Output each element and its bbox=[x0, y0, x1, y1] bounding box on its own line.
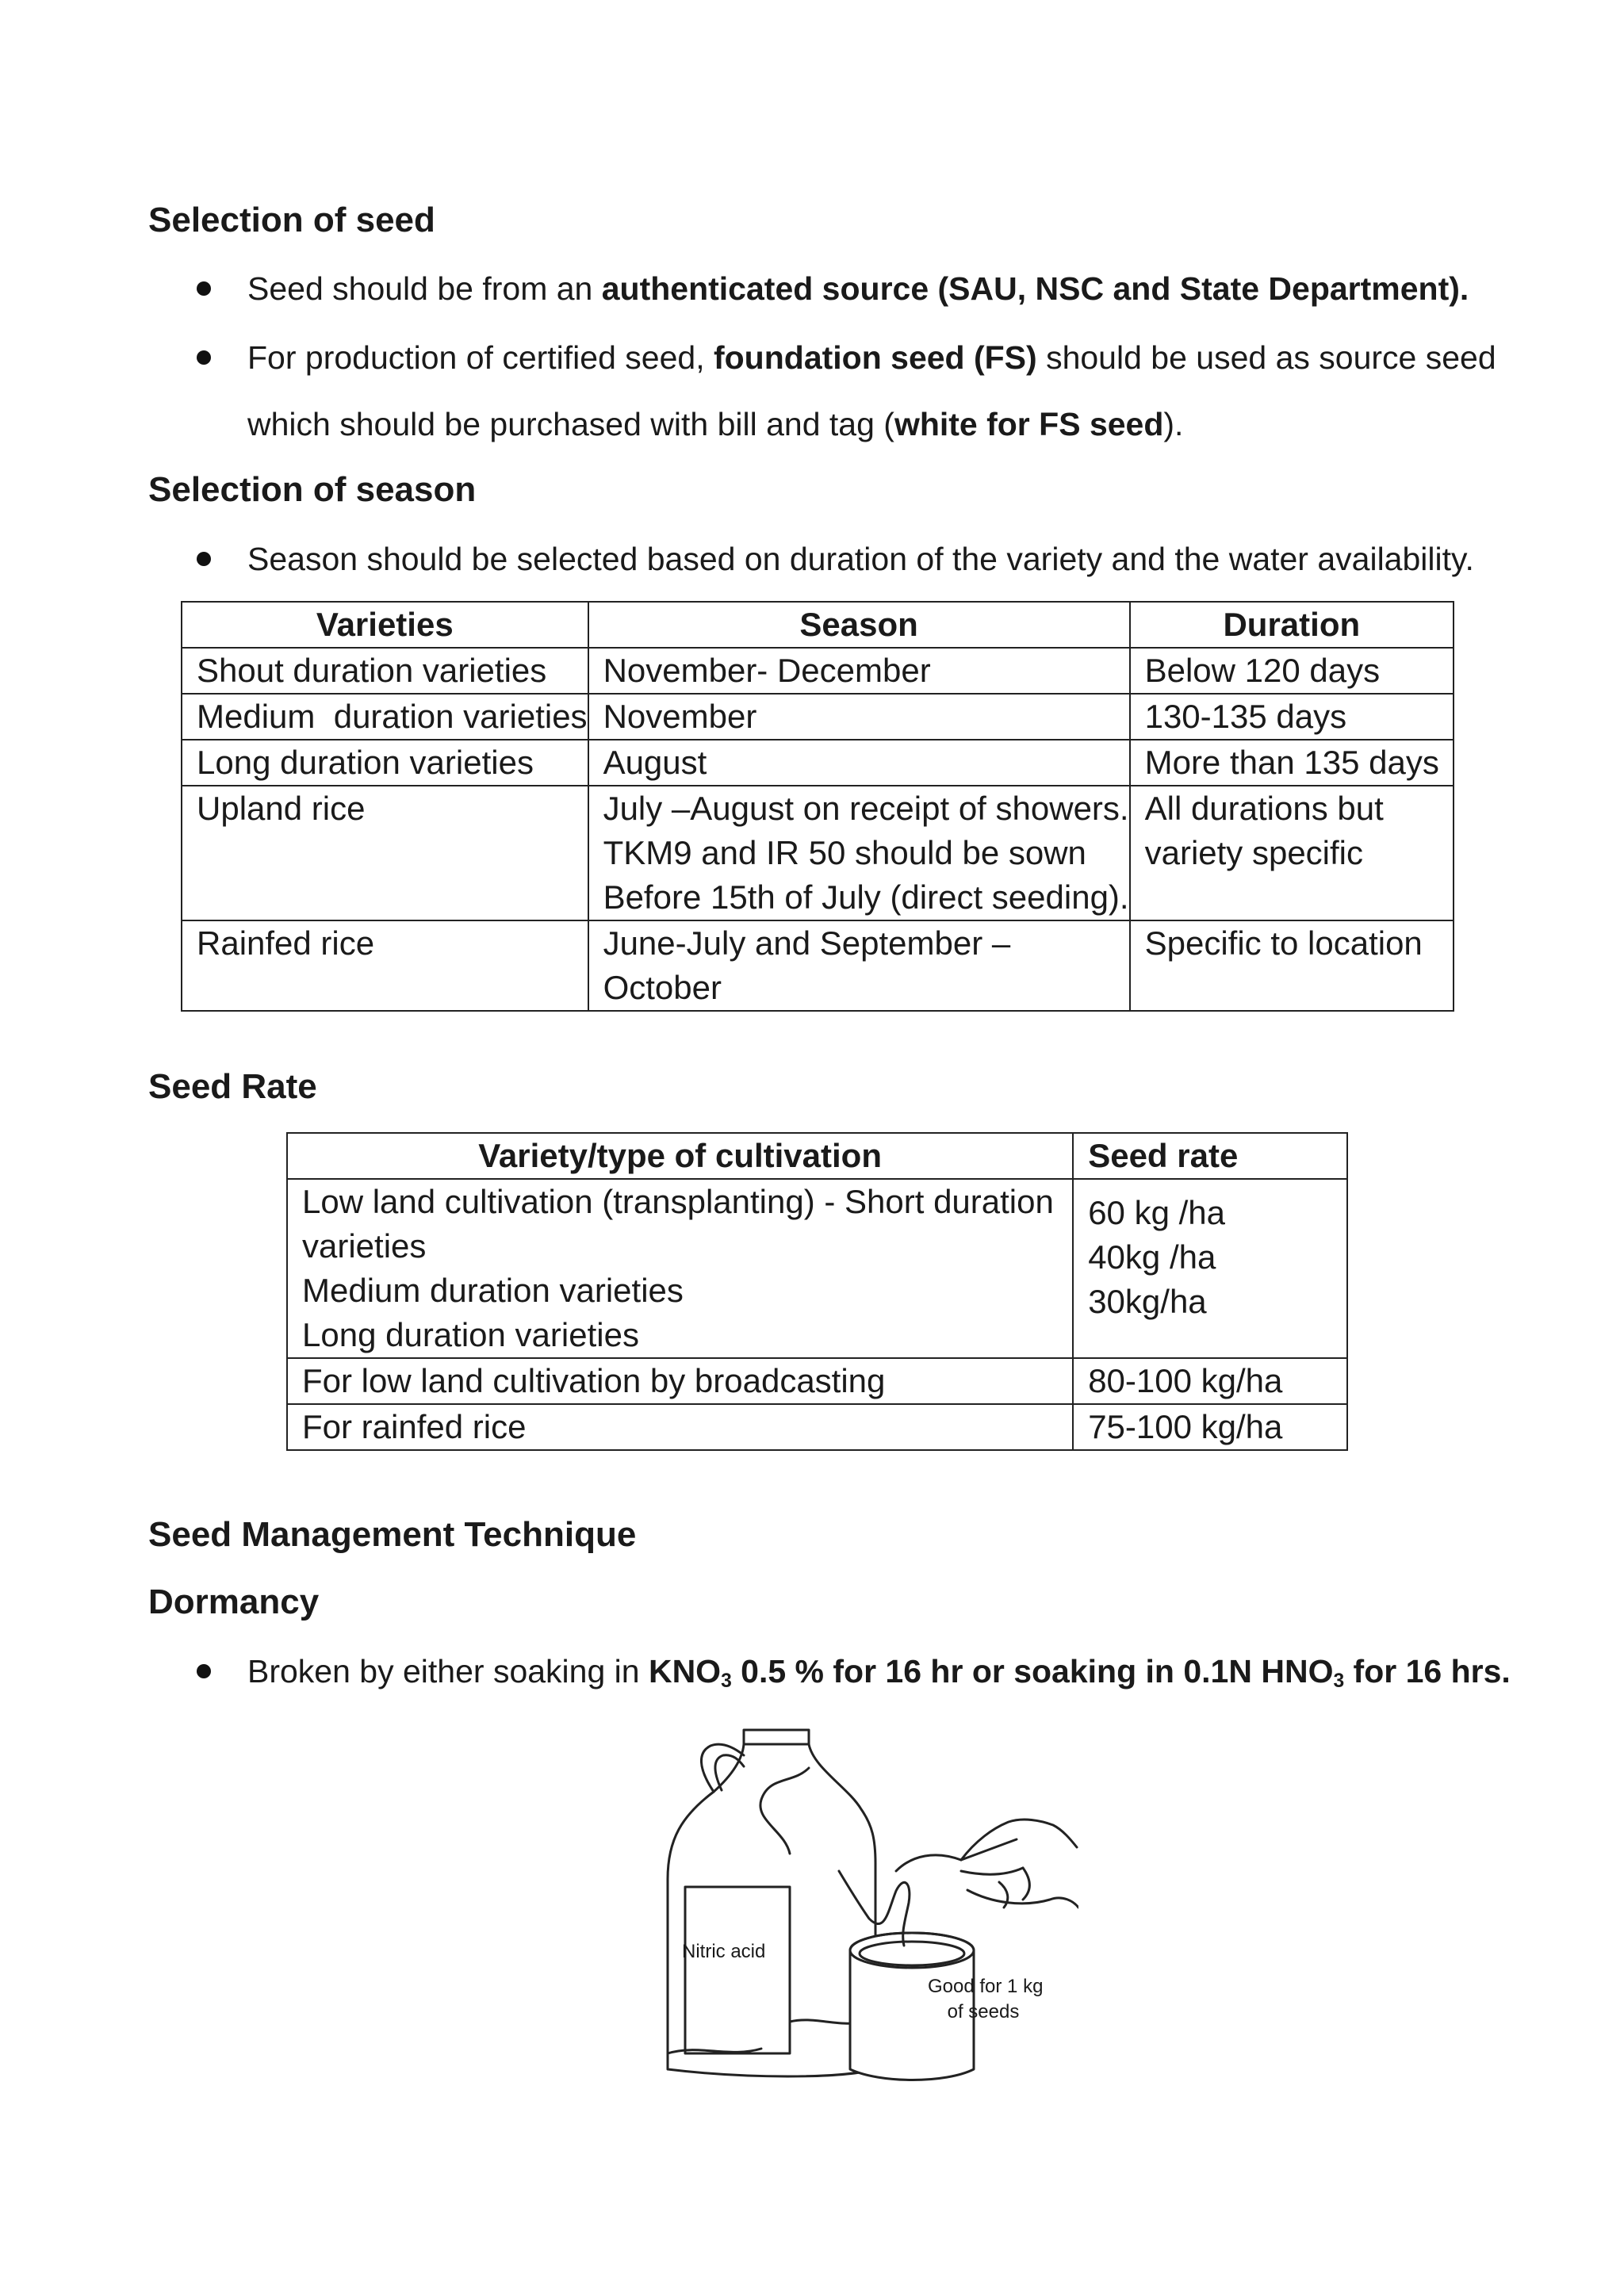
table-row bbox=[182, 920, 1454, 1011]
column-header-variety-type: Variety/type of cultivation bbox=[287, 1133, 1073, 1179]
cell-line: Long duration varieties bbox=[302, 1316, 639, 1353]
cell-line: 30kg/ha bbox=[1088, 1283, 1207, 1320]
cell-line: Low land cultivation (transplanting) - Short duration bbox=[302, 1183, 1054, 1220]
cell-line: varieties bbox=[302, 1227, 427, 1265]
bullet-dot-icon bbox=[197, 350, 211, 365]
can-label-line: of seeds bbox=[947, 2001, 1020, 2022]
heading-dormancy: Dormancy bbox=[148, 1582, 320, 1621]
cell-variety: Medium duration varieties bbox=[182, 694, 588, 740]
can-label bbox=[928, 1974, 1044, 2025]
bullet-dot-icon bbox=[197, 281, 211, 296]
cell-variety: Long duration varieties bbox=[182, 740, 588, 786]
cell-line: Before 15th of July (direct seeding). bbox=[603, 878, 1129, 916]
soaking-drawing-icon bbox=[650, 1720, 1078, 2085]
cell-spacer bbox=[1088, 1324, 1346, 1346]
bullet-text: For production of certified seed, foundation seed (FS) should be used as source seed which should be purchased with bill and tag (white for FS seed). bbox=[247, 339, 1496, 442]
column-header-varieties: Varieties bbox=[182, 602, 588, 648]
bullet-text: Season should be selected based on duration of the variety and the water availability. bbox=[247, 541, 1474, 577]
cell-line: All durations but bbox=[1144, 790, 1384, 827]
cell-duration bbox=[1130, 786, 1454, 920]
table-row bbox=[287, 1358, 1347, 1404]
bottle-label: Nitric acid bbox=[682, 1941, 766, 1962]
cell-cultivation-type bbox=[287, 1179, 1073, 1358]
table-row bbox=[287, 1404, 1347, 1450]
cell-duration: More than 135 days bbox=[1130, 740, 1454, 786]
cell-variety: Rainfed rice bbox=[182, 920, 588, 1011]
season-table bbox=[181, 601, 1454, 1012]
cell-variety: Upland rice bbox=[182, 786, 588, 920]
cell-line: June-July and September – bbox=[603, 924, 1011, 962]
cell-cultivation-type: For low land cultivation by broadcasting bbox=[287, 1358, 1073, 1404]
cell-cultivation-type: For rainfed rice bbox=[287, 1404, 1073, 1450]
table-row bbox=[182, 648, 1454, 694]
bullet-text: Seed should be from an authenticated source (SAU, NSC and State Department). bbox=[247, 270, 1469, 307]
column-header-season: Season bbox=[588, 602, 1130, 648]
heading-selection-of-season: Selection of season bbox=[148, 470, 477, 509]
table-row bbox=[287, 1179, 1347, 1358]
cell-duration: Below 120 days bbox=[1130, 648, 1454, 694]
bullet-dormancy-treatment bbox=[198, 1638, 1511, 1705]
bullet-dot-icon bbox=[197, 1664, 211, 1678]
cell-line: 40kg /ha bbox=[1088, 1238, 1216, 1276]
can-label-line: Good for 1 kg bbox=[928, 1976, 1044, 1997]
cell-line: TKM9 and IR 50 should be sown bbox=[603, 834, 1086, 871]
bullet-foundation-seed bbox=[198, 324, 1499, 457]
cell-season bbox=[588, 920, 1130, 1011]
column-header-seed-rate: Seed rate bbox=[1073, 1133, 1347, 1179]
cell-duration: 130-135 days bbox=[1130, 694, 1454, 740]
heading-selection-of-seed: Selection of seed bbox=[148, 201, 435, 239]
cell-seed-rate bbox=[1073, 1179, 1347, 1358]
nitric-acid-soaking-illustration bbox=[650, 1720, 1078, 2085]
bullet-dot-icon bbox=[197, 552, 211, 566]
cell-seed-rate: 75-100 kg/ha bbox=[1073, 1404, 1347, 1450]
bullet-season-duration bbox=[198, 526, 1499, 592]
column-header-duration: Duration bbox=[1130, 602, 1454, 648]
table-row bbox=[182, 694, 1454, 740]
cell-line: 60 kg /ha bbox=[1088, 1194, 1226, 1231]
cell-season: November bbox=[588, 694, 1130, 740]
cell-season bbox=[588, 786, 1130, 920]
seed-rate-table bbox=[286, 1132, 1348, 1451]
heading-seed-management: Seed Management Technique bbox=[148, 1515, 637, 1554]
cell-variety: Shout duration varieties bbox=[182, 648, 588, 694]
cell-line: July –August on receipt of showers. bbox=[603, 790, 1129, 827]
cell-line: October bbox=[603, 969, 722, 1006]
table-row bbox=[182, 740, 1454, 786]
table-row bbox=[182, 786, 1454, 920]
heading-seed-rate: Seed Rate bbox=[148, 1067, 317, 1106]
table-header-row bbox=[182, 602, 1454, 648]
bullet-authenticated-source bbox=[198, 255, 1499, 322]
cell-line: variety specific bbox=[1144, 834, 1364, 871]
cell-line: Medium duration varieties bbox=[302, 1272, 684, 1309]
cell-season: November- December bbox=[588, 648, 1130, 694]
table-header-row bbox=[287, 1133, 1347, 1179]
cell-seed-rate: 80-100 kg/ha bbox=[1073, 1358, 1347, 1404]
bullet-text: Broken by either soaking in $KNO_3$ 0.5 % for 16 hr or soaking in 0.1N $HNO_3$ for 16 hrs. bbox=[247, 1653, 1511, 1693]
cell-duration: Specific to location bbox=[1130, 920, 1454, 1011]
cell-season: August bbox=[588, 740, 1130, 786]
